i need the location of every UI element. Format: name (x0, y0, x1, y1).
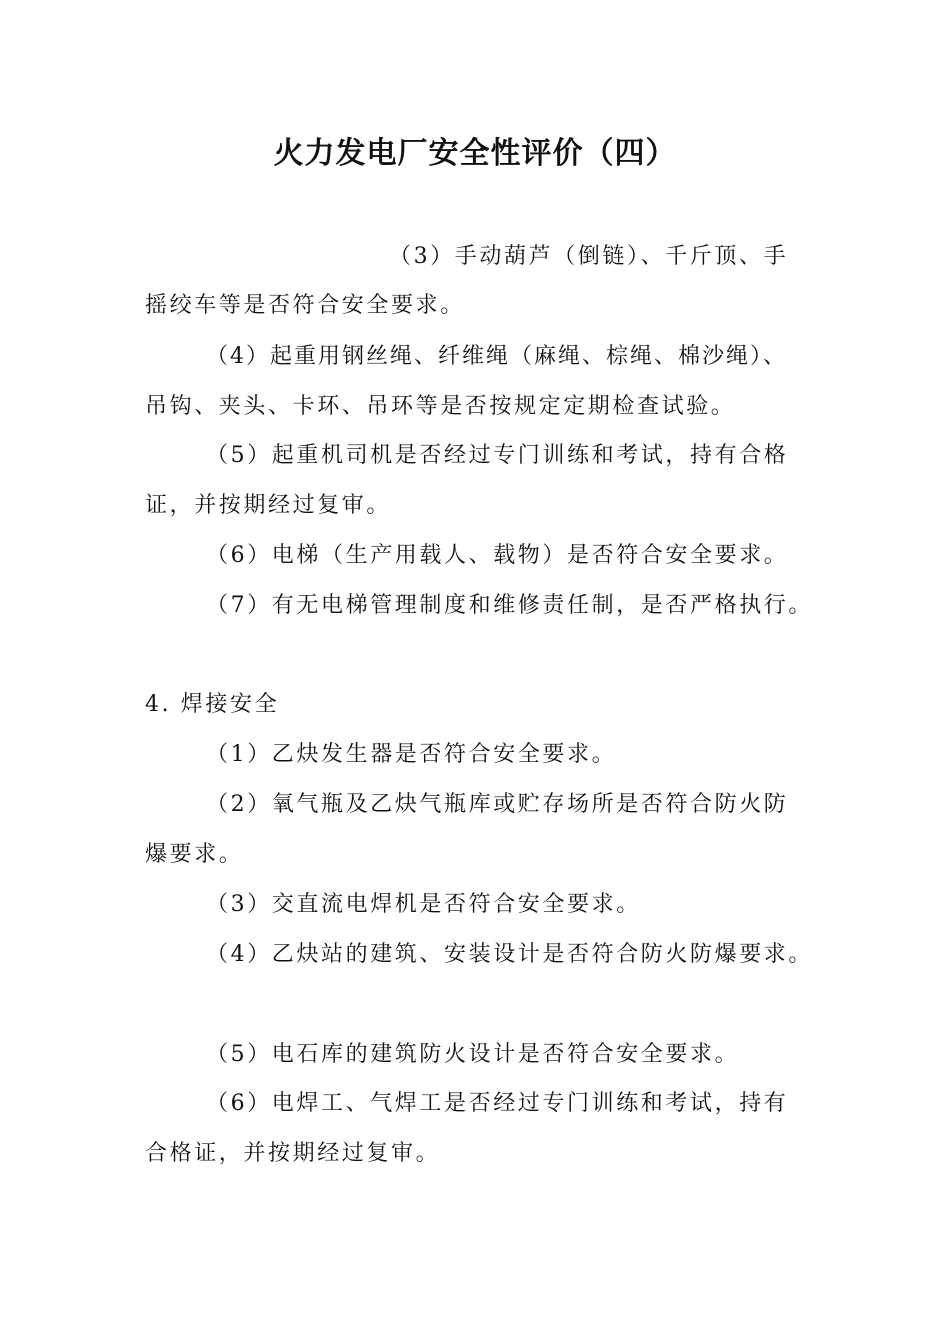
text-line: （6）电梯（生产用载人、载物）是否符合安全要求。 (206, 543, 789, 568)
text-line: （6）电焊工、气焊工是否经过专门训练和考试，持有 (206, 1091, 789, 1116)
text-line: （1）乙炔发生器是否符合安全要求。 (206, 742, 617, 767)
page-title: 火力发电厂安全性评价（四） (273, 136, 677, 171)
text-line: （7）有无电梯管理制度和维修责任制，是否严格执行。 (206, 593, 813, 618)
text-line: （2）氧气瓶及乙炔气瓶库或贮存场所是否符合防火防 (206, 792, 789, 817)
text-line: 证，并按期经过复审。 (145, 493, 392, 518)
section-heading: 4. 焊接安全 (145, 692, 280, 717)
text-line: 吊钩、夹头、卡环、吊环等是否按规定定期检查试验。 (145, 394, 736, 419)
text-line: （3）交直流电焊机是否符合安全要求。 (206, 892, 641, 917)
text-line: 合格证，并按期经过复审。 (145, 1141, 441, 1166)
text-line: （4）乙炔站的建筑、安装设计是否符合防火防爆要求。 (206, 942, 813, 967)
text-line: 爆要求。 (145, 842, 244, 867)
text-line: 摇绞车等是否符合安全要求。 (145, 293, 465, 318)
text-line: （4）起重用钢丝绳、纤维绳（麻绳、棕绳、棉沙绳）、 (206, 344, 787, 369)
text-line: （3）手动葫芦（倒链）、千斤顶、手 (389, 244, 789, 269)
text-line: （5）电石库的建筑防火设计是否符合安全要求。 (206, 1042, 740, 1067)
text-line: （5）起重机司机是否经过专门训练和考试，持有合格 (206, 443, 789, 468)
